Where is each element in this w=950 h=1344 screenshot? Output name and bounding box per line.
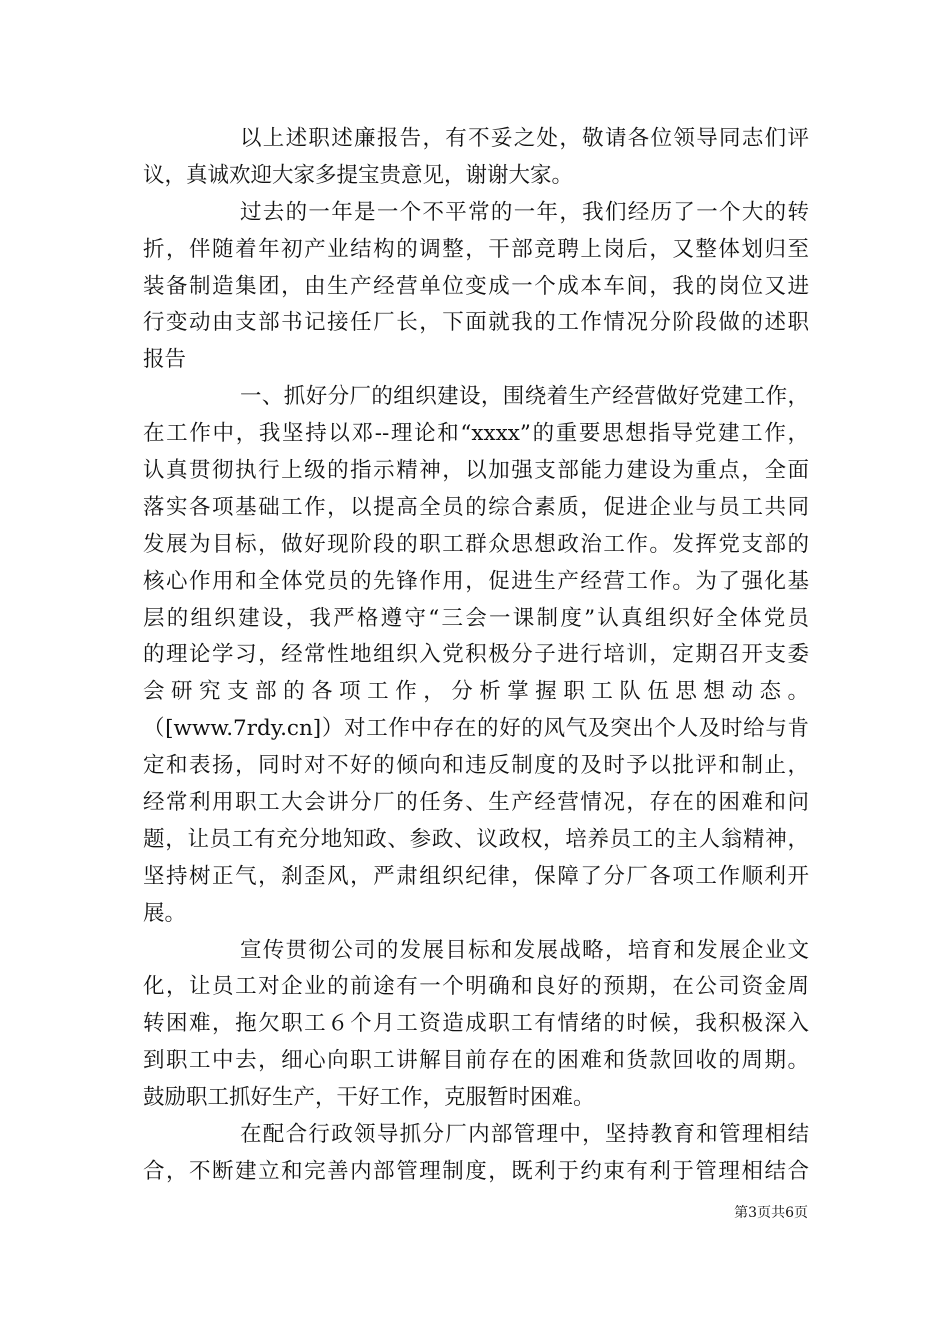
text-line: 展。 [143, 900, 187, 926]
text-line: 一、抓好分厂的组织建设，围绕着生产经营做好党建工作， [240, 384, 809, 410]
text-line: 转困难，拖欠职工６个月工资造成职工有情绪的时候，我积极深入 [143, 1011, 809, 1037]
text-line: 折，伴随着年初产业结构的调整，干部竞聘上岗后，又整体划归至 [143, 236, 809, 262]
text-line: 定和表扬，同时对不好的倾向和违反制度的及时予以批评和制止， [143, 753, 809, 779]
paragraph [143, 195, 809, 379]
text-line: 经常利用职工大会讲分厂的任务、生产经营情况，存在的困难和问 [143, 790, 809, 816]
text-line: 以上述职述廉报告，有不妥之处，敬请各位领导同志们评 [240, 126, 809, 151]
text-line: 合，不断建立和完善内部管理制度，既利于约束有利于管理相结合 [143, 1158, 809, 1184]
text-line: 装备制造集团，由生产经营单位变成一个成本车间，我的岗位又进 [143, 273, 809, 299]
text-line: 层的组织建设，我严格遵守“三会一课制度”认真组织好全体党员 [143, 605, 809, 631]
text-line: 坚持树正气，刹歪风，严肃组织纪律，保障了分厂各项工作顺利开 [143, 863, 809, 889]
text-line: 鼓励职工抓好生产，干好工作，克服暂时困难。 [143, 1085, 595, 1111]
text-line: 题，让员工有充分地知政、参政、议政权，培养员工的主人翁精神， [143, 826, 809, 852]
text-line: 到职工中去，细心向职工讲解目前存在的困难和货款回收的周期。 [143, 1048, 809, 1074]
text-line: （[www.7rdy.cn]）对工作中存在的好的风气及突出个人及时给与肯 [143, 716, 809, 742]
paragraph [143, 933, 809, 1117]
text-line: 化，让员工对企业的前途有一个明确和良好的预期，在公司资金周 [143, 974, 809, 1000]
paragraph [143, 121, 809, 195]
text-line: 行变动由支部书记接任厂长，下面就我的工作情况分阶段做的述职 [143, 310, 809, 336]
text-line: 发展为目标，做好现阶段的职工群众思想政治工作。发挥党支部的 [143, 531, 809, 557]
text-line: 核心作用和全体党员的先锋作用，促进生产经营工作。为了强化基 [143, 568, 809, 594]
text-line: 在工作中，我坚持以邓--理论和“xxxx”的重要思想指导党建工作， [143, 421, 809, 447]
text-line: 议，真诚欢迎大家多提宝贵意见，谢谢大家。 [143, 162, 574, 188]
paragraph [143, 379, 809, 932]
text-line: 报告 [143, 347, 187, 373]
text-line: 过去的一年是一个不平常的一年，我们经历了一个大的转 [240, 199, 809, 225]
paragraph [143, 1117, 809, 1191]
text-line: 落实各项基础工作，以提高全员的综合素质，促进企业与员工共同 [143, 494, 809, 520]
text-line: 宣传贯彻公司的发展目标和发展战略，培育和发展企业文 [240, 937, 809, 963]
text-line: 会研究支部的各项工作，分析掌握职工队伍思想动态。 [143, 679, 809, 705]
text-line: 认真贯彻执行上级的指示精神，以加强支部能力建设为重点，全面 [143, 458, 809, 484]
page-number: 第3页共6页 [734, 1205, 808, 1221]
text-line: 在配合行政领导抓分厂内部管理中，坚持教育和管理相结 [240, 1122, 809, 1148]
text-line: 的理论学习，经常性地组织入党积极分子进行培训，定期召开支委 [143, 642, 809, 668]
document-body [143, 121, 809, 1191]
